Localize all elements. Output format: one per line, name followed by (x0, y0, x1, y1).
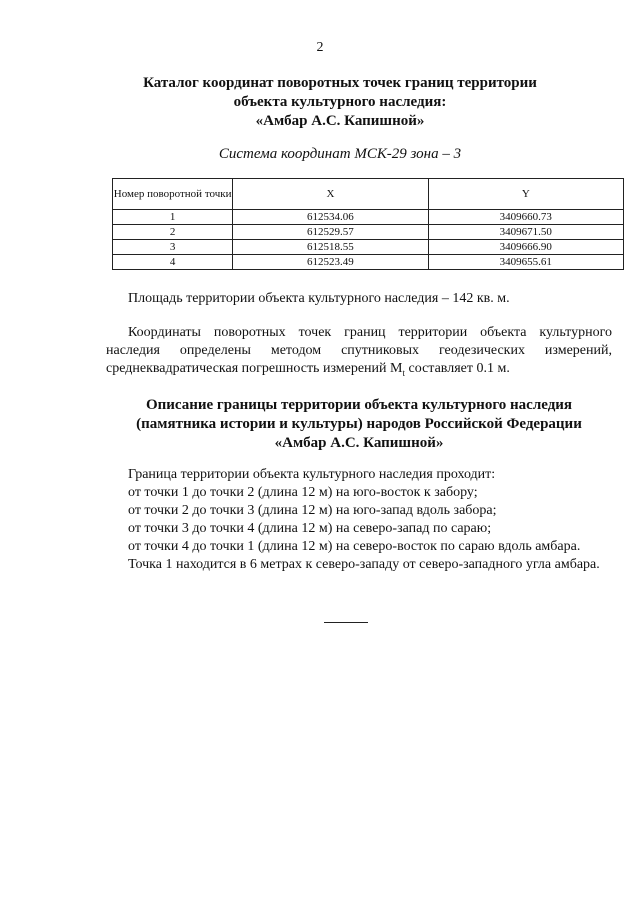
cell-x: 612534.06 (233, 210, 428, 225)
description-title-line: (памятника истории и культуры) народов Российской Федерации (136, 416, 582, 432)
accuracy-text-end: составляет 0.1 м. (405, 361, 510, 376)
cell-point: 2 (113, 225, 233, 240)
accuracy-text: Координаты поворотных точек границ территории объекта культурного наследия определены методом спутниковых геодезических измерений, среднеквадратическая погрешность измерений M (106, 325, 612, 376)
cell-point: 1 (113, 210, 233, 225)
catalog-title-line: объекта культурного наследия: (233, 94, 447, 110)
boundary-intro: Граница территории объекта культурного наследия проходит: (128, 467, 496, 482)
accuracy-subscript: t (402, 367, 405, 378)
catalog-title-line: «Амбар А.С. Капишной» (255, 113, 425, 129)
coordinates-table (112, 178, 624, 270)
boundary-segment: от точки 1 до точки 2 (длина 12 м) на юго-восток к забору; (128, 485, 478, 500)
cell-y: 3409660.73 (428, 210, 623, 225)
table-row (113, 210, 624, 225)
cell-point: 4 (113, 255, 233, 270)
description-title-line: «Амбар А.С. Капишной» (274, 435, 444, 451)
description-title-line: Описание границы территории объекта культурного наследия (145, 397, 573, 413)
boundary-description (106, 466, 612, 574)
description-title (106, 396, 612, 453)
cell-point: 3 (113, 240, 233, 255)
catalog-title (100, 74, 580, 131)
boundary-segment: от точки 3 до точки 4 (длина 12 м) на северо-запад по сараю; (128, 521, 492, 536)
table-row (113, 255, 624, 270)
accuracy-statement (106, 324, 612, 382)
boundary-segment: от точки 4 до точки 1 (длина 12 м) на северо-восток по сараю вдоль амбара. (128, 539, 581, 554)
cell-x: 612518.55 (233, 240, 428, 255)
cell-x: 612529.57 (233, 225, 428, 240)
cell-x: 612523.49 (233, 255, 428, 270)
catalog-title-line: Каталог координат поворотных точек границ территории (143, 75, 537, 91)
cell-y: 3409671.50 (428, 225, 623, 240)
header-point-number: Номер поворотной точки (113, 179, 233, 210)
table-header-row (113, 179, 624, 210)
boundary-segment: от точки 2 до точки 3 (длина 12 м) на юго-запад вдоль забора; (128, 503, 497, 518)
table-row (113, 240, 624, 255)
header-x: X (233, 179, 428, 210)
area-statement: Площадь территории объекта культурного наследия – 142 кв. м. (128, 291, 510, 306)
header-y: Y (428, 179, 623, 210)
cell-y: 3409666.90 (428, 240, 623, 255)
coordinate-system: Система координат МСК-29 зона – 3 (218, 146, 462, 162)
table-row (113, 225, 624, 240)
cell-y: 3409655.61 (428, 255, 623, 270)
page-number: 2 (316, 40, 324, 55)
end-divider (324, 622, 368, 623)
point-location: Точка 1 находится в 6 метрах к северо-западу от северо-западного угла амбара. (128, 557, 600, 572)
